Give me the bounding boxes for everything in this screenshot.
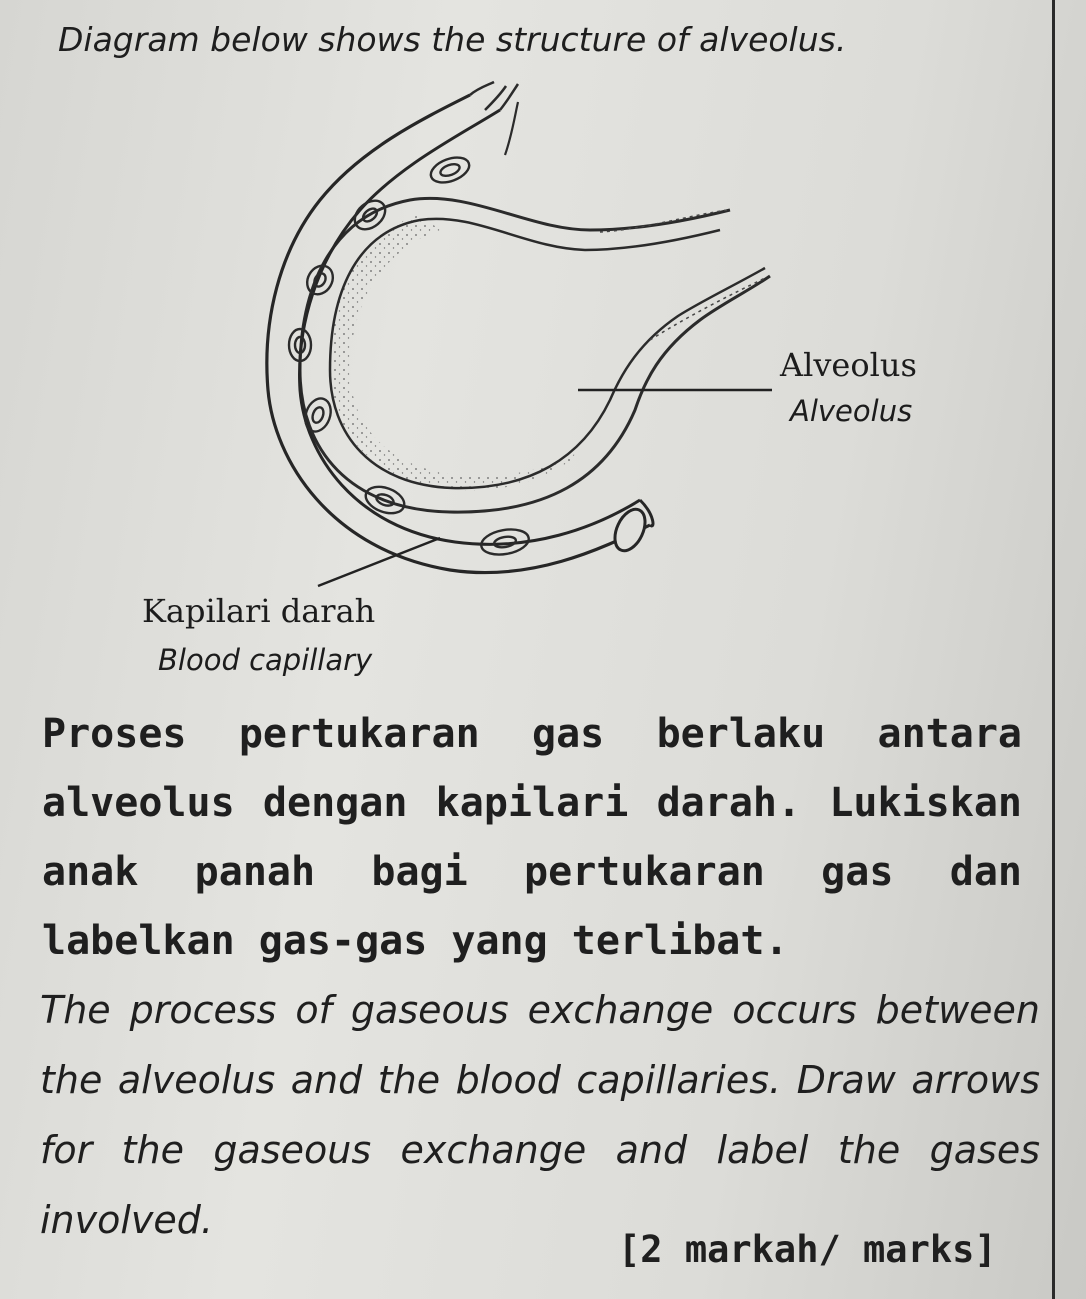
marks-allocation: [2 markah/ marks] <box>618 1228 997 1271</box>
vessel-branch <box>470 82 518 110</box>
label-capillary-english: Blood capillary <box>158 643 373 677</box>
label-alveolus-malay: Alveolus <box>780 346 917 384</box>
alveolus-inner-lining <box>330 215 620 490</box>
red-blood-cells <box>289 153 531 558</box>
label-capillary-malay: Kapilari darah <box>142 592 376 630</box>
alveolus-diagram <box>0 80 1000 600</box>
capillary-open-end <box>609 505 651 556</box>
capillary-label-line <box>318 538 440 586</box>
alveolus-wall-inner <box>330 219 765 488</box>
question-text-malay: Proses pertukaran gas berlaku antara alveolus dengan kapilari darah. Lukiskan anak panah bagi pertukaran gas dan labelkan gas-gas yang terlibat. <box>42 711 1022 964</box>
diagram-intro-text: Diagram below shows the structure of alveolus. <box>58 20 847 59</box>
question-text-english: The process of gaseous exchange occurs between the alveolus and the blood capillaries. Draw arrows for the gaseous exchange and label the gases involved. <box>40 988 1040 1242</box>
label-alveolus-english: Alveolus <box>790 394 913 428</box>
page-border-line <box>1052 0 1055 1299</box>
